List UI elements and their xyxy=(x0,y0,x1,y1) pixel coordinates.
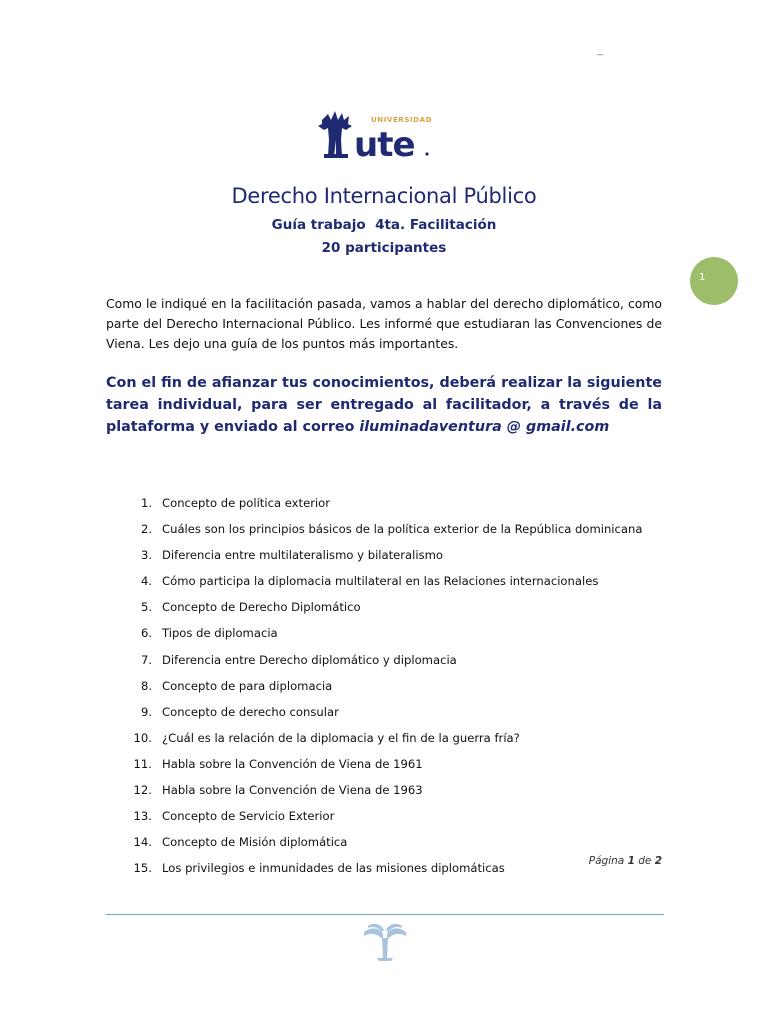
logo-top-text: UNIVERSIDAD xyxy=(371,116,433,124)
question-number: 11. xyxy=(133,756,152,771)
question-text: Concepto de Misión diplomática xyxy=(162,835,348,850)
comment-marker-label: 1 xyxy=(699,272,706,283)
question-item xyxy=(112,572,672,598)
question-text: Diferencia entre Derecho diplomático y diplomacia xyxy=(162,652,457,667)
ute-logo-icon xyxy=(308,98,460,168)
logo-main-text: ute xyxy=(354,125,415,165)
question-number: 13. xyxy=(133,809,152,824)
comment-marker[interactable] xyxy=(690,257,738,305)
question-item xyxy=(112,755,672,781)
question-text: Concepto de para diplomacia xyxy=(162,678,333,693)
question-number: 6. xyxy=(140,626,152,641)
question-item xyxy=(112,624,672,650)
tree-emblem-icon xyxy=(362,922,408,962)
question-number: 5. xyxy=(140,600,152,615)
question-item xyxy=(112,546,672,572)
question-number: 14. xyxy=(133,835,152,850)
question-text: Cuáles son los principios básicos de la política exterior de la República dominicana xyxy=(162,522,643,537)
question-number: 8. xyxy=(140,678,152,693)
question-number: 15. xyxy=(133,861,152,876)
footer-divider xyxy=(106,914,664,915)
footer-emblem xyxy=(362,922,408,962)
question-number: 4. xyxy=(140,574,152,589)
question-item xyxy=(112,807,672,833)
task-instructions xyxy=(106,372,662,438)
question-text: Habla sobre la Convención de Viena de 1963 xyxy=(162,783,423,798)
question-text: Los privilegios e inmunidades de las misiones diplomáticas xyxy=(162,861,505,876)
question-item xyxy=(112,703,672,729)
question-item xyxy=(112,781,672,807)
page-number xyxy=(480,855,662,867)
question-text: Tipos de diplomacia xyxy=(162,626,278,641)
document-subtitle-participants: 20 participantes xyxy=(321,240,447,256)
question-text: ¿Cuál es la relación de la diplomacia y el fin de la guerra fría? xyxy=(162,730,520,745)
question-text: Diferencia entre multilateralismo y bilateralismo xyxy=(162,548,444,563)
page-of: de xyxy=(638,855,652,867)
question-text: Concepto de política exterior xyxy=(162,496,331,510)
question-item xyxy=(112,494,672,520)
page-total: 2 xyxy=(654,855,662,867)
question-text: Cómo participa la diplomacia multilateral en las Relaciones internacionales xyxy=(162,574,599,589)
question-item xyxy=(112,520,672,546)
corner-mark: _ xyxy=(597,44,604,56)
question-text: Concepto de Derecho Diplomático xyxy=(162,600,361,615)
question-number: 10. xyxy=(133,730,152,745)
document-title: Derecho Internacional Público xyxy=(231,184,537,208)
intro-paragraph: Como le indiqué en la facilitación pasada, vamos a hablar del derecho diplomático, como parte del Derecho Internacional Público. Les informé que estudiaran las Convenciones de Viena. Les dejo una guía de los puntos más importantes. xyxy=(106,296,662,351)
task-text: Con el fin de afianzar tus conocimientos, deberá realizar la siguiente tarea individual, para ser entregado al facilitador, a través de la plataforma y enviado al correo xyxy=(106,375,662,435)
university-logo xyxy=(308,98,460,168)
questions-list xyxy=(112,494,672,885)
question-item xyxy=(112,729,672,755)
page-current: 1 xyxy=(627,855,635,867)
page-label: Página xyxy=(588,855,625,867)
question-number: 3. xyxy=(140,548,152,563)
question-text: Habla sobre la Convención de Viena de 1961 xyxy=(162,756,423,771)
question-item xyxy=(112,651,672,677)
task-email: iluminadaventura @ gmail.com xyxy=(359,419,610,435)
question-text: Concepto de Servicio Exterior xyxy=(162,809,335,824)
question-number: 2. xyxy=(140,522,152,537)
question-number: 1. xyxy=(140,496,152,510)
document-subtitle-guide: Guía trabajo 4ta. Facilitación xyxy=(271,217,497,233)
question-number: 9. xyxy=(140,704,152,719)
question-text: Concepto de derecho consular xyxy=(162,704,339,719)
question-number: 12. xyxy=(133,783,152,798)
question-item xyxy=(112,598,672,624)
question-item xyxy=(112,677,672,703)
question-number: 7. xyxy=(140,652,152,667)
